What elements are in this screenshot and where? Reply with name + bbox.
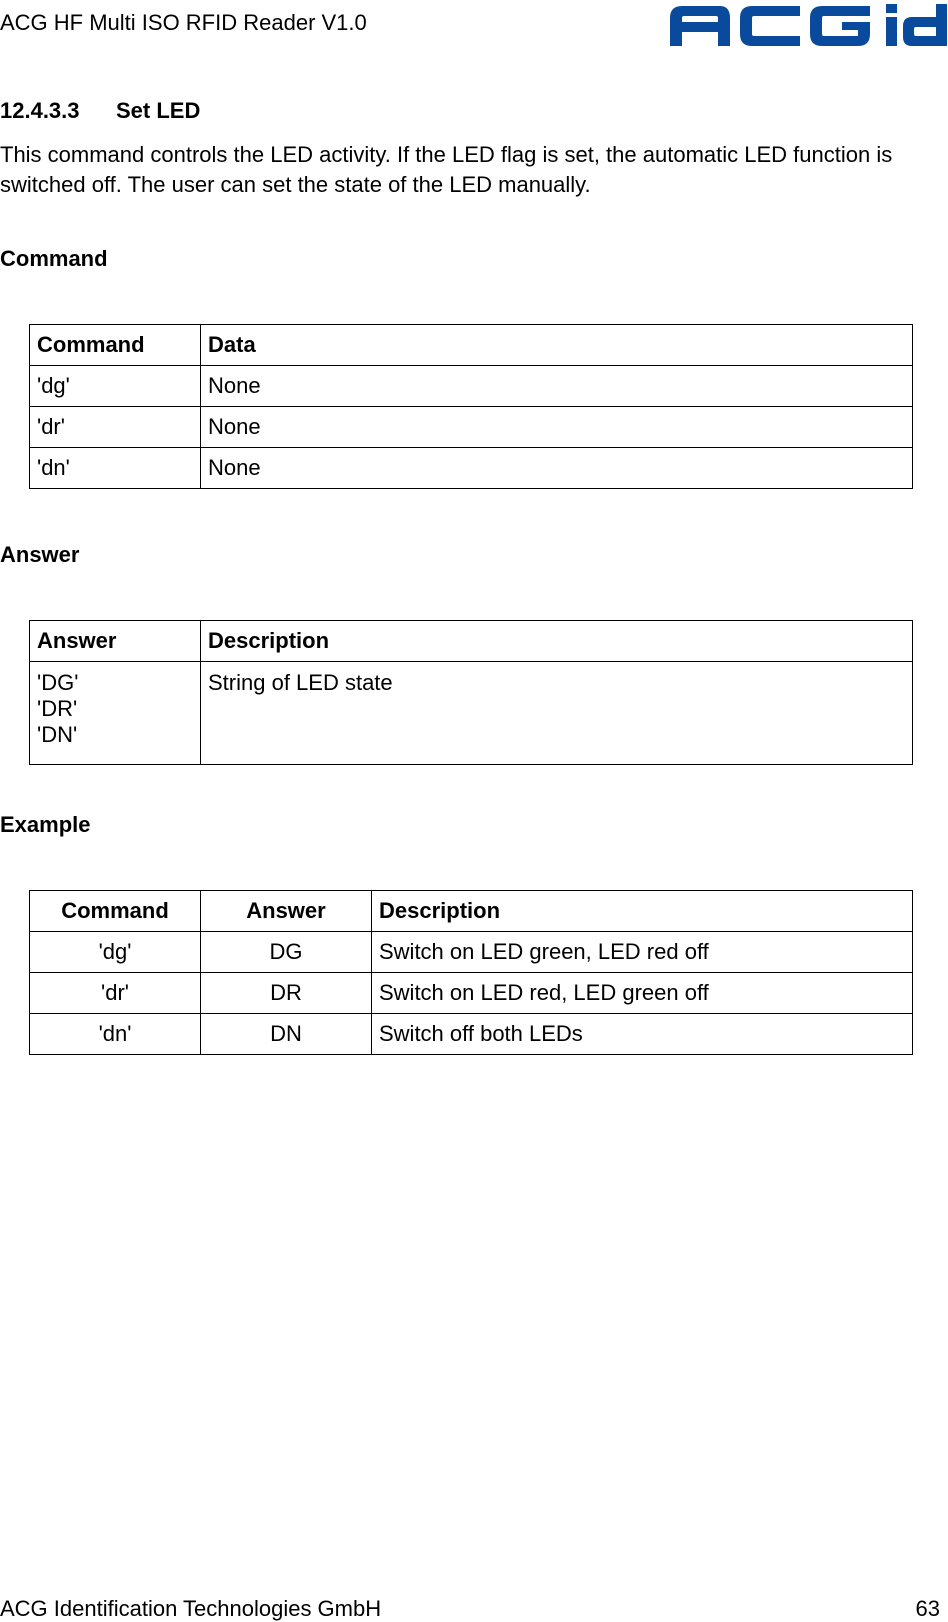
example-heading: Example [0,812,91,837]
column-header: Command [30,891,201,932]
example-table [29,890,913,1055]
answer-value: 'DR' [37,696,78,721]
section-number: 12.4.3.3 [0,98,80,123]
column-header: Description [201,621,913,662]
answer-table [29,620,913,765]
table-cell: Switch off both LEDs [372,1014,913,1055]
table-cell [30,662,201,765]
answer-heading: Answer [0,542,80,567]
table-row [30,662,913,765]
column-header: Command [30,325,201,366]
table-cell: DG [201,932,372,973]
column-header: Description [372,891,913,932]
table-cell: 'dr' [30,407,201,448]
table-cell: Switch on LED green, LED red off [372,932,913,973]
section-title: Set LED [116,98,201,123]
acg-id-logo [664,0,948,52]
intro-paragraph: This command controls the LED activity. If the LED flag is set, the automatic LED function is switched off. The user can set the state of the LED manually. [0,142,893,197]
page-number: 63 [915,1596,940,1621]
table-row [30,1014,913,1055]
column-header: Data [201,325,913,366]
command-table [29,324,913,489]
table-cell: 'dg' [30,932,201,973]
answer-value: 'DN' [37,722,78,747]
command-heading: Command [0,246,108,271]
table-row [30,973,913,1014]
table-header-row [30,325,913,366]
table-cell: Switch on LED red, LED green off [372,973,913,1014]
table-cell: None [201,366,913,407]
table-cell: 'dn' [30,1014,201,1055]
table-cell: None [201,448,913,489]
table-cell: None [201,407,913,448]
table-cell: String of LED state [201,662,913,765]
table-cell: 'dn' [30,448,201,489]
table-cell: 'dg' [30,366,201,407]
answer-value: 'DG' [37,670,79,695]
table-cell: DR [201,973,372,1014]
column-header: Answer [30,621,201,662]
section-heading [0,98,200,124]
table-row [30,932,913,973]
header-title: ACG HF Multi ISO RFID Reader V1.0 [0,10,367,35]
table-header-row [30,891,913,932]
column-header: Answer [201,891,372,932]
table-row [30,407,913,448]
table-cell: DN [201,1014,372,1055]
table-cell: 'dr' [30,973,201,1014]
table-header-row [30,621,913,662]
table-row [30,448,913,489]
footer-company: ACG Identification Technologies GmbH [0,1596,382,1621]
table-row [30,366,913,407]
